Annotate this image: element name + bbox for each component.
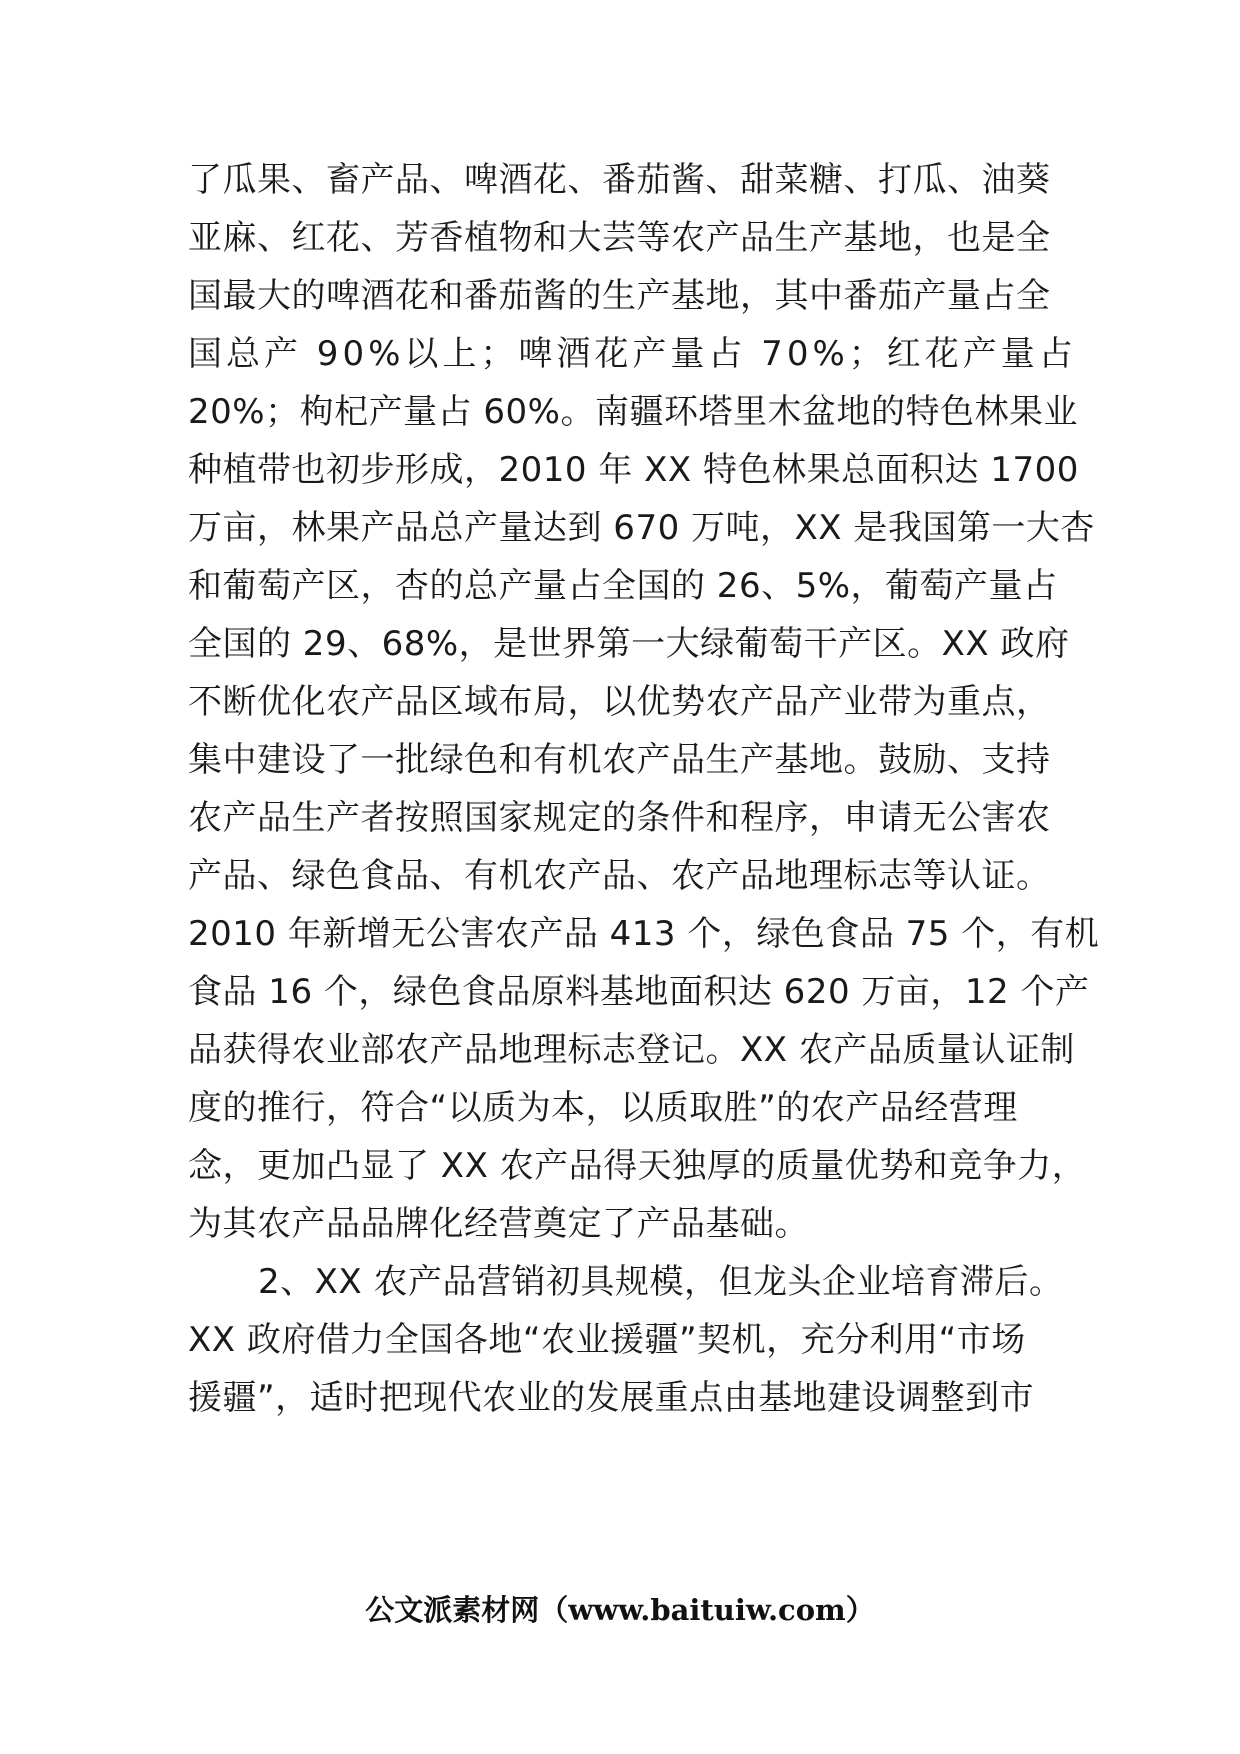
paragraph-line: 食品 16 个，绿色食品原料基地面积达 620 万亩，12 个产 [188,972,1090,1012]
paragraph-line: 万亩，林果产品总产量达到 670 万吨，XX 是我国第一大杏 [188,508,1095,548]
paragraph-line: 念，更加凸显了 XX 农产品得天独厚的质量优势和竞争力， [188,1146,1087,1186]
paragraph-line: 20%；枸杞产量占 60%。南疆环塔里木盆地的特色林果业 [188,392,1078,432]
paragraph-line: 农产品生产者按照国家规定的条件和程序，申请无公害农 [188,798,1051,838]
paragraph-line: 国总产 90%以上；啤酒花产量占 70%；红花产量占 [188,334,1077,374]
section-heading-line: 2、XX 农产品营销初具规模，但龙头企业培育滞后。 [258,1262,1064,1302]
paragraph-line: 度的推行，符合“以质为本，以质取胜”的农产品经营理 [188,1088,1018,1128]
paragraph-line: 为其农产品品牌化经营奠定了产品基础。 [188,1204,809,1244]
footer-watermark: 公文派素材网（www.baituiw.com） [365,1593,875,1627]
paragraph-line: 品获得农业部农产品地理标志登记。XX 农产品质量认证制 [188,1030,1075,1070]
paragraph-line: 2010 年新增无公害农产品 413 个，绿色食品 75 个，有机 [188,914,1100,954]
paragraph-line: 亚麻、红花、芳香植物和大芸等农产品生产基地，也是全 [188,218,1051,258]
paragraph-line: 不断优化农产品区域布局，以优势农产品产业带为重点， [188,682,1051,722]
paragraph-line: 国最大的啤酒花和番茄酱的生产基地，其中番茄产量占全 [188,276,1051,316]
paragraph-line: 产品、绿色食品、有机农产品、农产品地理标志等认证。 [188,856,1051,896]
paragraph-line: 援疆”，适时把现代农业的发展重点由基地建设调整到市 [188,1378,1035,1418]
paragraph-line: 种植带也初步形成，2010 年 XX 特色林果总面积达 1700 [188,450,1079,490]
paragraph-line: 了瓜果、畜产品、啤酒花、番茄酱、甜菜糖、打瓜、油葵 [188,160,1051,200]
paragraph-line: 集中建设了一批绿色和有机农产品生产基地。鼓励、支持 [188,740,1051,780]
paragraph-line: 和葡萄产区，杏的总产量占全国的 26、5%，葡萄产量占 [188,566,1058,606]
paragraph-line: 全国的 29、68%，是世界第一大绿葡萄干产区。XX 政府 [188,624,1070,664]
paragraph-line: XX 政府借力全国各地“农业援疆”契机，充分利用“市场 [188,1320,1026,1360]
